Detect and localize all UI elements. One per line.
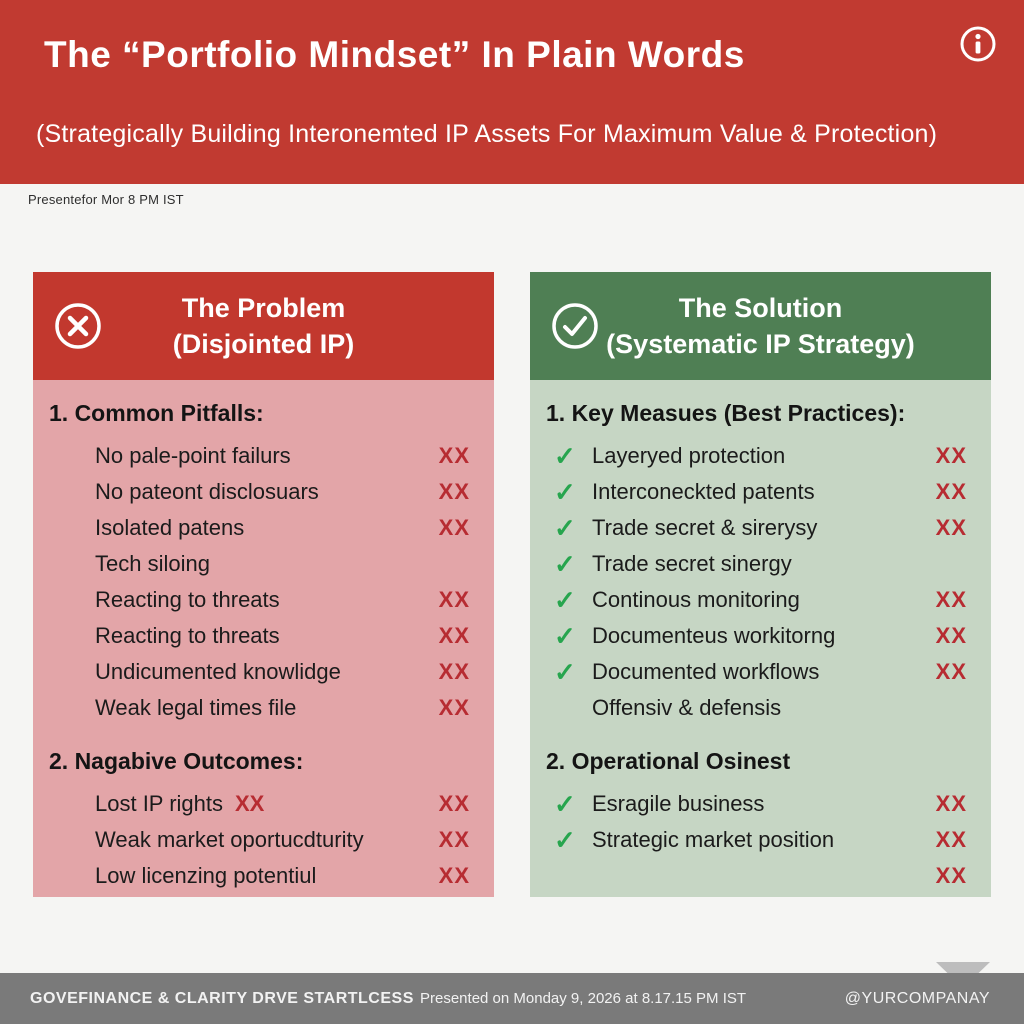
item-label: Weak legal times file xyxy=(95,695,297,720)
xx-mark: XX xyxy=(438,479,470,504)
list-item xyxy=(546,618,967,654)
check-icon: ✓ xyxy=(554,441,576,471)
list-item xyxy=(546,690,967,726)
item-label: Layeryed protection xyxy=(592,443,786,468)
list-item xyxy=(49,654,470,690)
solution-panel-title xyxy=(606,290,915,363)
item-label: Reacting to threats xyxy=(95,587,280,612)
item-label: No pale-point failurs xyxy=(95,443,291,468)
item-label: Isolated patens xyxy=(95,515,245,540)
info-icon[interactable] xyxy=(958,24,998,64)
item-label: Reacting to threats xyxy=(95,623,280,648)
item-label: Low licenzing potentiul xyxy=(95,863,317,888)
circle-x-icon xyxy=(53,301,103,351)
check-icon: ✓ xyxy=(554,549,576,579)
check-icon: ✓ xyxy=(554,825,576,855)
footer-company-tagline: GOVEFINANCE & CLARITY DRVE STARTLCESS xyxy=(30,989,414,1007)
page-subtitle: (Strategically Building Interonemted IP Assets For Maximum Value & Protection) xyxy=(36,120,938,148)
item-label: Undicumented knowlidge xyxy=(95,659,341,684)
xx-mark: XX xyxy=(438,623,470,648)
xx-mark: XX xyxy=(935,827,967,852)
list-item xyxy=(546,474,967,510)
solution-panel xyxy=(530,272,991,897)
xx-mark: XX xyxy=(438,443,470,468)
list-item xyxy=(546,438,967,474)
section-heading: 1. Common Pitfalls: xyxy=(49,400,264,426)
circle-check-icon xyxy=(550,301,600,351)
xx-mark: XX xyxy=(438,587,470,612)
problem-title-line2: (Disjointed IP) xyxy=(172,329,355,359)
check-icon: ✓ xyxy=(554,477,576,507)
item-label: No pateont disclosuars xyxy=(95,479,319,504)
footer-bar xyxy=(0,973,1024,1024)
list-item xyxy=(49,858,470,894)
item-label: Interconeckted patents xyxy=(592,479,815,504)
check-icon: ✓ xyxy=(554,513,576,543)
list-item xyxy=(49,510,470,546)
problem-panel-title xyxy=(173,290,355,363)
item-label: Weak market oportucdturity xyxy=(95,827,364,852)
section-heading: 2. Operational Osinest xyxy=(546,748,791,774)
problem-panel xyxy=(33,272,494,897)
list-item xyxy=(49,690,470,726)
list-item xyxy=(546,822,967,858)
list-item xyxy=(546,510,967,546)
check-icon: ✓ xyxy=(554,621,576,651)
list-item xyxy=(49,438,470,474)
item-label: Strategic market position xyxy=(592,827,835,852)
item-label: Lost IP rights xyxy=(95,791,223,816)
list-item xyxy=(49,618,470,654)
item-label: Offensiv & defensis xyxy=(592,695,782,720)
xx-mark: XX xyxy=(935,659,967,684)
solution-title-line1: The Solution xyxy=(678,292,843,323)
problem-panel-header xyxy=(33,272,494,380)
xx-mark: XX xyxy=(438,827,470,852)
xx-mark: XX xyxy=(438,695,470,720)
list-item xyxy=(49,786,470,822)
solution-title-line2: (Systematic IP Strategy) xyxy=(606,329,915,359)
xx-mark: XX xyxy=(935,479,967,504)
check-icon: ✓ xyxy=(554,789,576,819)
list-item xyxy=(49,822,470,858)
problem-panel-body xyxy=(33,380,494,897)
item-label: Documented workflows xyxy=(592,659,820,684)
item-label: Trade secret sinergy xyxy=(592,551,792,576)
slide-header xyxy=(0,0,1024,184)
list-item xyxy=(49,474,470,510)
xx-mark: XX xyxy=(438,863,470,888)
list-item xyxy=(546,582,967,618)
page-title: The “Portfolio Mindset” In Plain Words xyxy=(44,34,745,75)
xx-mark: XX xyxy=(438,659,470,684)
item-label: Continous monitoring xyxy=(592,587,800,612)
footer-presented-timestamp: Presented on Monday 9, 2026 at 8.17.15 PM IST xyxy=(420,990,747,1007)
solution-panel-header xyxy=(530,272,991,380)
item-label: Documenteus workitorng xyxy=(592,623,836,648)
list-item xyxy=(546,654,967,690)
list-item xyxy=(546,858,967,894)
check-icon: ✓ xyxy=(554,585,576,615)
xx-mark: XX xyxy=(935,587,967,612)
list-item xyxy=(546,546,967,582)
check-icon: ✓ xyxy=(554,657,576,687)
list-item xyxy=(49,582,470,618)
list-item xyxy=(546,786,967,822)
item-label: Esragile business xyxy=(592,791,765,816)
section-heading: 1. Key Measues (Best Practices): xyxy=(546,400,906,426)
list-item xyxy=(49,546,470,582)
problem-title-line1: The Problem xyxy=(181,292,346,323)
footer-social-handle: @YURCOMPANAY xyxy=(844,989,990,1007)
inline-xx-mark: XX xyxy=(235,791,265,816)
item-label: Tech siloing xyxy=(95,551,210,576)
xx-mark: XX xyxy=(935,863,967,888)
solution-panel-body xyxy=(530,380,991,897)
xx-mark: XX xyxy=(935,623,967,648)
xx-mark: XX xyxy=(935,515,967,540)
xx-mark: XX xyxy=(935,791,967,816)
xx-mark: XX xyxy=(438,515,470,540)
item-label: Trade secret & sirerysy xyxy=(592,515,818,540)
presented-note: Presentefor Mor 8 PM IST xyxy=(28,192,184,207)
xx-mark: XX xyxy=(935,443,967,468)
section-heading: 2. Nagabive Outcomes: xyxy=(49,748,304,774)
xx-mark: XX xyxy=(438,791,470,816)
